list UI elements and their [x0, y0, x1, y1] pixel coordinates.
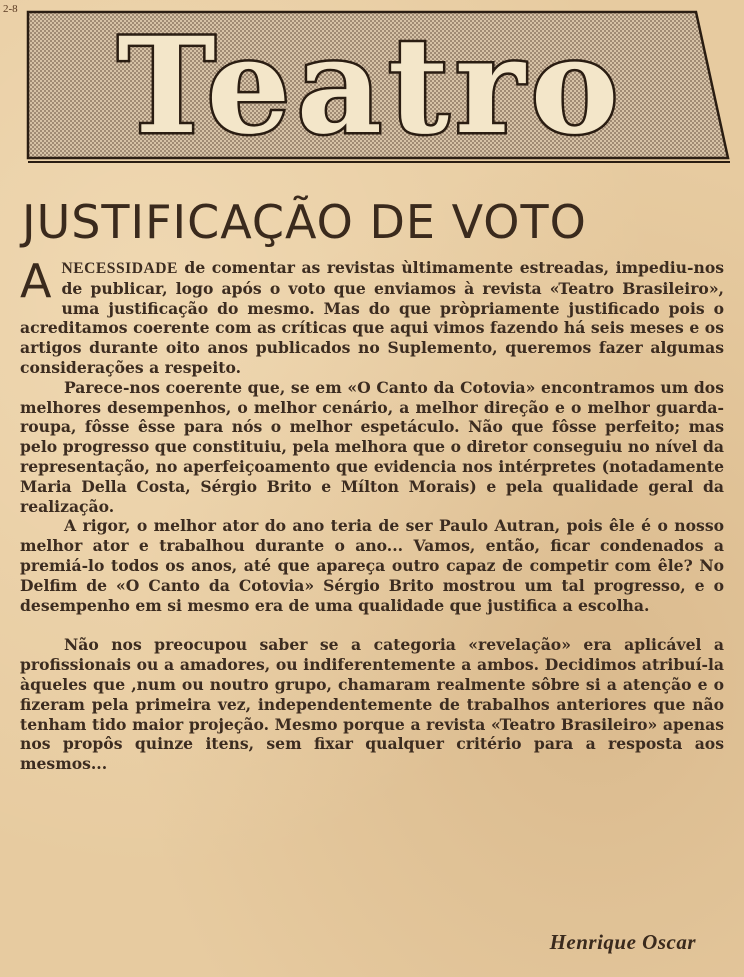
- paragraph-1-text: de comentar as revistas ùltimamente estreadas, impediu-nos de publicar, logo após o voto que enviamos à revista «Teatro Brasileiro», uma justificação do mesmo. Mas do que pròpriamente justificado pois o acreditamos coerente com as críticas que aqui vimos fazendo há seis meses e os artigos durante oito anos publicados no Suplemento, queremos fazer algumas considerações a respeito.: [20, 258, 724, 377]
- paragraph-4: Não nos preocupou saber se a categoria «revelação» era aplicável a profissionais ou a amadores, ou indiferentemente a ambos. Decidimos atribuí-la àqueles que ,num ou noutro grupo, chamaram realmente sôbre si a atenção e o fizeram pela primeira vez, independentemente de trabalhos anteriores que não tenham tido maior projeção. Mesmo porque a revista «Teatro Brasileiro» apenas nos propôs quinze itens, sem fixar qualquer critério para a resposta aos mesmos...: [20, 635, 724, 774]
- masthead-banner: [26, 8, 731, 166]
- page-number: 2-8: [3, 3, 18, 15]
- byline-author: Henrique Oscar: [549, 930, 696, 954]
- article-headline: JUSTIFICAÇÃO DE VOTO: [22, 195, 587, 249]
- paragraph-1: [20, 254, 724, 378]
- paragraph-3: A rigor, o melhor ator do ano teria de ser Paulo Autran, pois êle é o nosso melhor ator e trabalhou durante o ano... Vamos, então, ficar condenados a premiá-lo todos os anos, até que apareça outro capaz de competir com êle? No Delfim de «O Canto da Cotovia» Sérgio Brito mostrou um tal progresso, e o desempenho em si mesmo era de uma qualidade que justifica a escolha.: [20, 516, 724, 615]
- drop-cap: A: [20, 254, 52, 308]
- article-body: [20, 254, 724, 774]
- masthead-title: Teatro: [117, 9, 625, 164]
- paragraph-2: Parece-nos coerente que, se em «O Canto da Cotovia» encontramos um dos melhores desempenhos, o melhor cenário, a melhor direção e o melhor guarda-roupa, fôsse êsse para nós o melhor espetáculo. Não que fôsse perfeito; mas pelo progresso que constituiu, pela melhora que o diretor conseguiu no nível da representação, no aperfeiçoamento que evidencia nos intérpretes (notadamente Maria Della Costa, Sérgio Brito e Mílton Morais) e pela qualidade geral da realização.: [20, 377, 724, 516]
- lead-caps: NECESSIDADE: [61, 260, 178, 277]
